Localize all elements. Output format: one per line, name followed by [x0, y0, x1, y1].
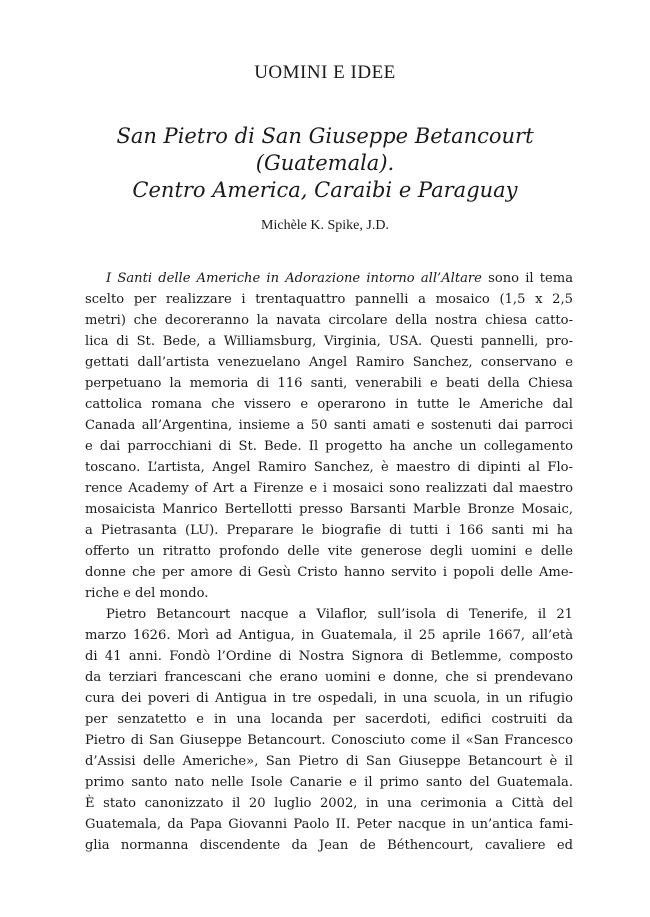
paragraph-1-line: cattolica romana che vissero e operarono in tutte le Americhe dal — [85, 397, 573, 412]
paragraph-1-line: scelto per realizzare i trentaquattro pannelli a mosaico (1,5 x 2,5 — [85, 292, 573, 307]
running-head: UOMINI E IDEE — [254, 62, 396, 83]
paragraph-1-line: a Pietrasanta (LU). Preparare le biografie di tutti i 166 santi mi ha — [85, 523, 573, 538]
paragraph-2-line: d’Assisi delle Americhe», San Pietro di San Giuseppe Betancourt è il — [85, 754, 573, 769]
paragraph-2-line: Pietro di San Giuseppe Betancourt. Conosciuto come il «San Francesco — [85, 733, 573, 748]
paragraph-1-line: perpetuano la memoria di 116 santi, venerabili e beati della Chiesa — [85, 376, 573, 391]
paragraph-1-line: Canada all’Argentina, insieme a 50 santi amati e sostenuti dai parroci — [85, 418, 573, 433]
paragraph-1-line: I Santi delle Americhe in Adorazione intorno all’Altare sono il tema — [106, 271, 573, 286]
paragraph-1-line: mosaicista Manrico Bertellotti presso Barsanti Marble Bronze Mosaic, — [85, 502, 573, 517]
author-byline: Michèle K. Spike, J.D. — [261, 218, 389, 233]
paragraph-2-line: primo santo nato nelle Isole Canarie e il primo santo del Guatemala. — [85, 775, 573, 790]
article-body — [85, 268, 573, 856]
paragraph-1-line: rence Academy of Art a Firenze e i mosaici sono realizzati dal maestro — [85, 481, 573, 496]
title-line-3: Centro America, Caraibi e Paraguay — [132, 178, 518, 202]
title-line-2: (Guatemala). — [255, 151, 395, 175]
italic-lead-title: I Santi delle Americhe in Adorazione intorno all’Altare — [106, 271, 482, 286]
paragraph-2-line: di 41 anni. Fondò l’Ordine di Nostra Signora di Betlemme, composto — [85, 649, 573, 664]
title-line-1: San Pietro di San Giuseppe Betancourt — [116, 124, 534, 148]
paragraph-1-line: metri) che decoreranno la navata circolare della nostra chiesa catto- — [85, 313, 573, 328]
article-title — [0, 123, 650, 204]
paragraph-1-line: gettati dall’artista venezuelano Angel Ramiro Sanchez, conservano e — [85, 355, 573, 370]
paragraph-1-line: donne che per amore di Gesù Cristo hanno servito i popoli delle Ame- — [85, 565, 573, 580]
paragraph-1-line: toscano. L’artista, Angel Ramiro Sanchez, è maestro di dipinti al Flo- — [85, 460, 573, 475]
paragraph-2-line: da terziari francescani che erano uomini e donne, che si prendevano — [85, 670, 573, 685]
paragraph-2-line: per senzatetto e in una locanda per sacerdoti, edifici costruiti da — [85, 712, 573, 727]
paragraph-2-line: marzo 1626. Morì ad Antigua, in Guatemala, il 25 aprile 1667, all’età — [85, 628, 573, 643]
paragraph-1-line: e dai parrocchiani di St. Bede. Il progetto ha anche un collegamento — [85, 439, 573, 454]
paragraph-1-line: offerto un ritratto profondo delle vite generose degli uomini e delle — [85, 544, 573, 559]
paragraph-1-line: lica di St. Bede, a Williamsburg, Virginia, USA. Questi pannelli, pro- — [85, 334, 573, 349]
paragraph-2-line: cura dei poveri di Antigua in tre ospedali, in una scuola, in un rifugio — [85, 691, 573, 706]
paragraph-2-line: Guatemala, da Papa Giovanni Paolo II. Peter nacque in un’antica fami- — [85, 817, 573, 832]
paragraph-2-line: glia normanna discendente da Jean de Béthencourt, cavaliere ed — [85, 838, 573, 853]
paragraph-1-line: riche e del mondo. — [85, 586, 209, 601]
paragraph-2-line: È stato canonizzato il 20 luglio 2002, in una cerimonia a Città del — [85, 796, 573, 811]
paragraph-2-line: Pietro Betancourt nacque a Vilaflor, sull’isola di Tenerife, il 21 — [106, 607, 573, 622]
